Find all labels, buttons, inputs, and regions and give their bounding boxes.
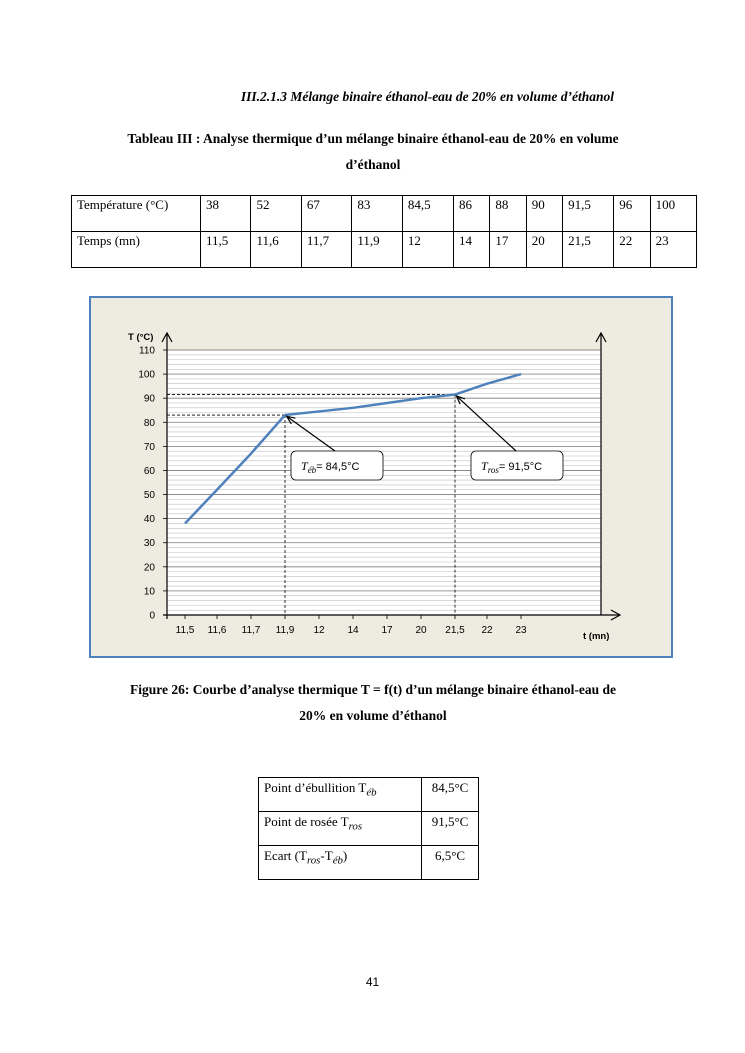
table-row <box>259 846 479 880</box>
table-cell: 91,5 <box>563 196 614 232</box>
table-caption-line-1: Tableau III : Analyse thermique d’un mélange binaire éthanol-eau de 20% en volume <box>127 131 619 146</box>
summary-value-dew: 91,5°C <box>422 812 479 846</box>
table-caption <box>88 126 658 178</box>
x-tick-label: 21,5 <box>445 625 465 636</box>
summary-value-gap: 6,5°C <box>422 846 479 880</box>
x-tick-label: 14 <box>347 625 359 636</box>
table-cell: 11,5 <box>201 232 251 268</box>
table-cell: 21,5 <box>563 232 614 268</box>
table-cell: 22 <box>614 232 650 268</box>
table-cell: 14 <box>453 232 489 268</box>
table-row <box>259 812 479 846</box>
table-cell: 52 <box>251 196 301 232</box>
table-cell: 67 <box>301 196 351 232</box>
table-cell: 90 <box>526 196 562 232</box>
y-tick-label: 10 <box>143 586 155 598</box>
y-tick-label: 90 <box>143 393 155 405</box>
table-cell: 96 <box>614 196 650 232</box>
chart-frame <box>89 296 673 658</box>
thermal-analysis-chart <box>91 298 671 656</box>
table-cell: 88 <box>490 196 526 232</box>
figure-caption-line-1: Figure 26: Courbe d’analyse thermique T = f(t) d’un mélange binaire éthanol-eau de <box>130 682 616 697</box>
table-cell: 11,7 <box>301 232 351 268</box>
x-tick-label: 22 <box>481 625 493 636</box>
table-cell: 84,5 <box>402 196 453 232</box>
data-table <box>71 195 697 268</box>
summary-table <box>258 777 479 880</box>
y-tick-label: 0 <box>149 610 155 622</box>
plot-area <box>167 350 601 615</box>
table-cell: 20 <box>526 232 562 268</box>
x-tick-label: 12 <box>313 625 325 636</box>
table-cell: 86 <box>453 196 489 232</box>
row-label-time: Temps (mn) <box>72 232 201 268</box>
table-cell: 12 <box>402 232 453 268</box>
x-tick-label: 11,7 <box>241 625 261 636</box>
y-tick-label: 20 <box>143 562 155 574</box>
table-row-temperature <box>72 196 697 232</box>
y-tick-label: 40 <box>143 514 155 526</box>
summary-label-gap: Ecart $(T_{ros}-T_{éb})$ <box>259 846 422 880</box>
y-tick-label: 50 <box>143 490 155 502</box>
row-label-temperature: Température (°C) <box>72 196 201 232</box>
table-cell: 11,6 <box>251 232 301 268</box>
summary-value-boiling: 84,5°C <box>422 778 479 812</box>
table-cell: 23 <box>650 232 696 268</box>
figure-caption-line-2: 20% en volume d’éthanol <box>299 708 447 723</box>
table-row-time <box>72 232 697 268</box>
y-tick-label: 110 <box>139 345 155 357</box>
section-heading: III.2.1.3 Mélange binaire éthanol-eau de 20% en volume d’éthanol <box>240 89 615 104</box>
y-axis-label: T (°C) <box>128 332 154 343</box>
x-tick-label: 20 <box>415 625 427 636</box>
page-number: 41 <box>365 975 380 989</box>
x-tick-label: 17 <box>381 625 393 636</box>
y-tick-label: 60 <box>143 465 155 477</box>
y-tick-label: 100 <box>138 369 155 381</box>
y-tick-label: 30 <box>143 538 155 550</box>
table-cell: 100 <box>650 196 696 232</box>
table-row <box>259 778 479 812</box>
x-tick-label: 11,6 <box>207 625 227 636</box>
x-axis-label: t (mn) <box>583 631 610 642</box>
x-tick-label: 23 <box>515 625 527 636</box>
y-tick-label: 70 <box>143 441 155 453</box>
table-cell: 11,9 <box>352 232 402 268</box>
table-cell: 38 <box>201 196 251 232</box>
y-tick-label: 80 <box>143 417 155 429</box>
summary-label-dew: Point de rosée $T_{ros}$ <box>259 812 422 846</box>
callout-label: $T_{ros}= 91,5^\circ C$ <box>481 459 543 475</box>
callout-label: $T_{éb}= 84,5^\circ C$ <box>301 459 360 475</box>
summary-label-boiling: Point d’ébullition $T_{éb}$ <box>259 778 422 812</box>
x-tick-label: 11,5 <box>175 625 195 636</box>
figure-caption <box>88 677 658 729</box>
table-caption-line-2: d’éthanol <box>345 157 401 172</box>
table-cell: 17 <box>490 232 526 268</box>
table-cell: 83 <box>352 196 402 232</box>
x-tick-label: 11,9 <box>275 625 295 636</box>
